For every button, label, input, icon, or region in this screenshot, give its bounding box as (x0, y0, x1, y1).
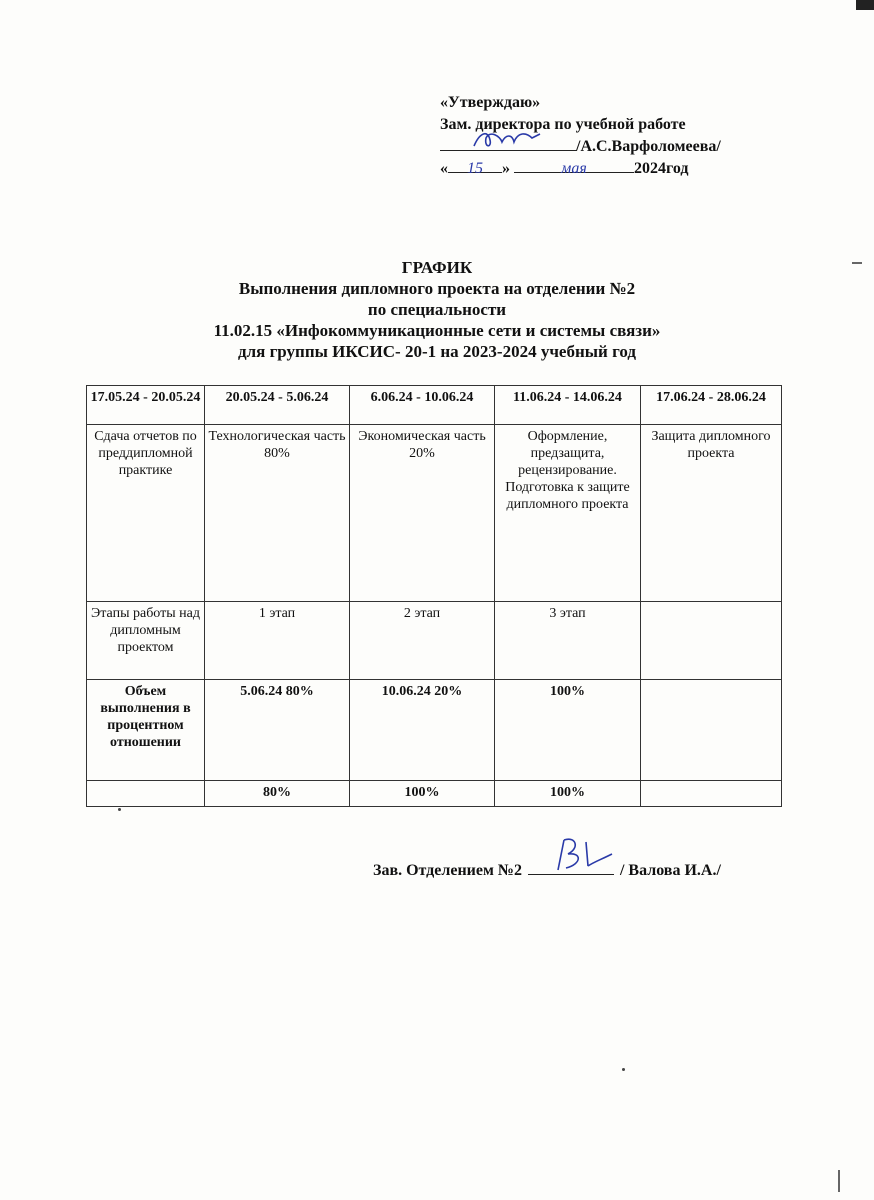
table-row (87, 781, 782, 807)
approval-position: Зам. директора по учебной работе (440, 116, 686, 133)
approval-date: « 15 » мая 2024год (440, 160, 689, 177)
approval-year: 2024год (634, 160, 689, 177)
table-cell: Экономическая часть 20% (350, 425, 495, 602)
table-cell: 10.06.24 20% (350, 680, 495, 781)
scan-speck (622, 1068, 625, 1071)
footer-position: Зав. Отделением №2 (373, 862, 522, 879)
scan-speck (852, 262, 862, 264)
approval-signature (440, 136, 576, 151)
table-cell (641, 680, 782, 781)
table-header-cell: 20.05.24 - 5.06.24 (205, 386, 350, 425)
approval-day: 15 (448, 158, 502, 173)
scan-edge-mark (856, 0, 874, 10)
table-cell: 3 этап (495, 602, 641, 680)
table-cell: 100% (350, 781, 495, 807)
title-line-4: 11.02.15 «Инфокоммуникационные сети и системы связи» (213, 321, 661, 340)
title-line-3: по специальности (367, 300, 507, 319)
table-cell: 1 этап (205, 602, 350, 680)
document-title (0, 257, 874, 362)
footer-name: / Валова И.А./ (619, 862, 721, 879)
table-row (87, 680, 782, 781)
table-cell (641, 781, 782, 807)
schedule-table (86, 385, 782, 807)
scan-speck (838, 1170, 840, 1192)
table-cell: Оформление, предзащита, рецензирование. Подготовка к защите дипломного проекта (495, 425, 641, 602)
table-cell: 100% (495, 680, 641, 781)
approval-month: мая (514, 158, 634, 173)
approval-signature-line (440, 136, 721, 158)
table-cell: Этапы работы над дипломным проектом (87, 602, 205, 680)
table-cell: 5.06.24 80% (205, 680, 350, 781)
approval-name: /А.С.Варфоломеева/ (576, 138, 721, 155)
title-line-5: для группы ИКСИС- 20-1 на 2023-2024 учебный год (238, 342, 636, 361)
scan-speck (118, 808, 121, 811)
table-header-cell: 6.06.24 - 10.06.24 (350, 386, 495, 425)
table-cell (641, 602, 782, 680)
title-line-1: ГРАФИК (401, 258, 473, 277)
table-cell: 100% (495, 781, 641, 807)
table-header-cell: 17.06.24 - 28.06.24 (641, 386, 782, 425)
footer-signature (528, 860, 614, 875)
table-cell: Объем выполнения в процентном отношении (87, 680, 205, 781)
handwritten-signature-icon (440, 124, 576, 154)
table-cell: Технологическая часть 80% (205, 425, 350, 602)
table-cell: Защита дипломного проекта (641, 425, 782, 602)
approval-block (440, 92, 721, 180)
approval-heading: «Утверждаю» (440, 94, 541, 111)
table-header-row (87, 386, 782, 425)
table-row (87, 425, 782, 602)
handwritten-signature-icon (528, 832, 614, 872)
table-cell: 2 этап (350, 602, 495, 680)
table-cell: Сдача отчетов по преддипломной практике (87, 425, 205, 602)
table-cell: 80% (205, 781, 350, 807)
table-row (87, 602, 782, 680)
table-header-cell: 11.06.24 - 14.06.24 (495, 386, 641, 425)
table-cell (87, 781, 205, 807)
title-line-2: Выполнения дипломного проекта на отделении №2 (238, 279, 636, 298)
footer-signature-block (373, 860, 721, 880)
table-header-cell: 17.05.24 - 20.05.24 (87, 386, 205, 425)
